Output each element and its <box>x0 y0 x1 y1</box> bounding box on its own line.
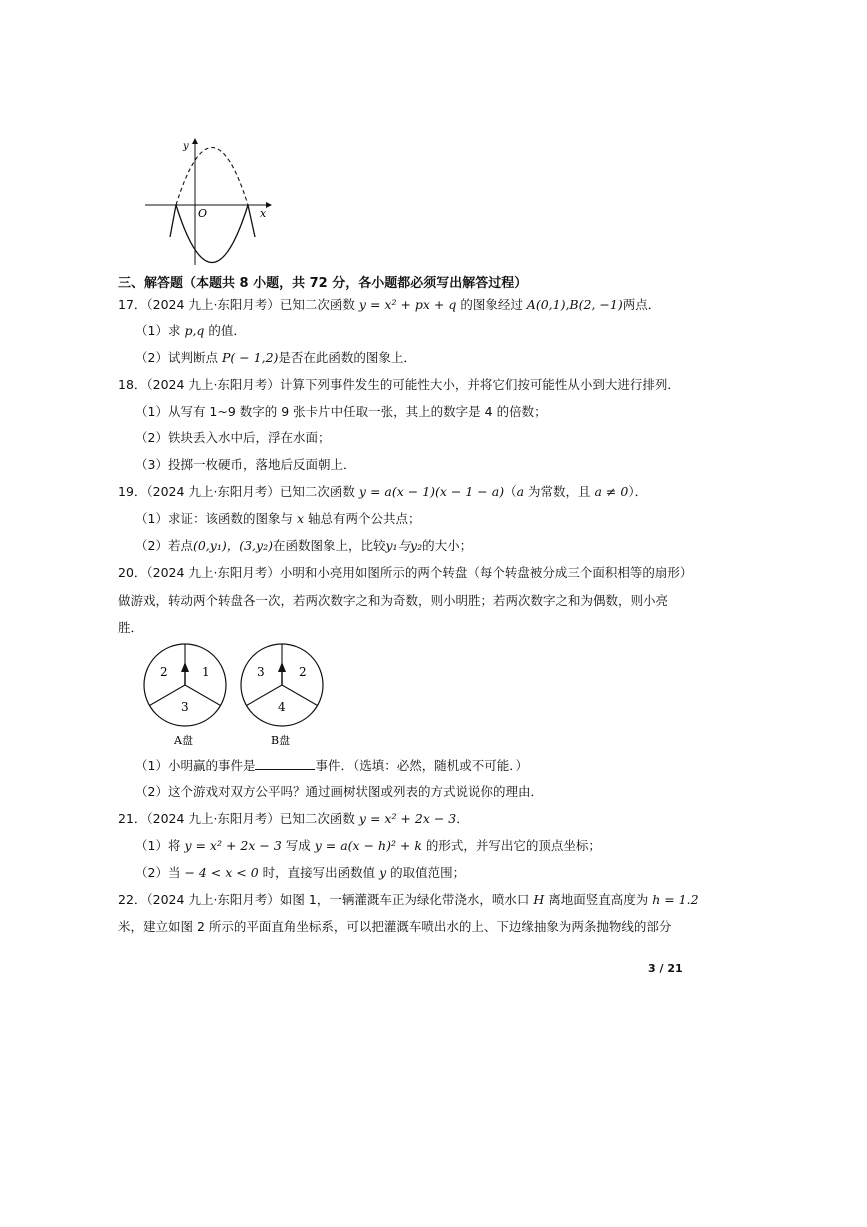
q18-part1: （1）从写有 1~9 数字的 9 张卡片中任取一张，其上的数字是 4 的倍数； <box>135 404 547 419</box>
q18-stem: 18．（2024 九上·东阳月考）计算下列事件发生的可能性大小，并将它们按可能性从小到大进行排列． <box>118 377 680 392</box>
y-axis-arrow <box>192 138 198 144</box>
spinner-a-divider-left <box>150 685 186 706</box>
q18-part3: （3）投掷一枚硬币，落地后反面朝上． <box>135 457 356 472</box>
spinner-a <box>140 640 230 752</box>
q20-part2: （2）这个游戏对双方公平吗？通过画树状图或列表的方式说说你的理由． <box>135 784 543 799</box>
q21-part1: （1）将 y = x² + 2x − 3 写成 y = a(x − h)² + k 的形式，并写出它的顶点坐标； <box>135 838 601 853</box>
q20-part1: （1）小明赢的事件是 事件．（选填：必然，随机或不可能．） <box>135 758 528 773</box>
dashed-parabola <box>176 148 248 206</box>
q19-part1: （1）求证：该函数的图象与 x 轴总有两个公共点； <box>135 511 421 526</box>
q22-line1: 22．（2024 九上·东阳月考）如图 1，一辆灌溉车正为绿化带浇水，喷水口 H 离地面竖直高度为 h = 1.2 <box>118 892 699 907</box>
spinner-a-number-3: 3 <box>181 700 189 714</box>
spinner-b <box>237 640 327 752</box>
spinner-b-number-2: 2 <box>299 665 307 679</box>
spinner-b-number-3: 3 <box>257 665 265 679</box>
solid-parabola <box>176 205 248 263</box>
solid-left-branch <box>170 205 176 237</box>
origin-label: O <box>198 207 208 220</box>
q20-line2: 做游戏，转动两个转盘各一次，若两次数字之和为奇数，则小明胜；若两次数字之和为偶数，则小亮 <box>118 593 669 608</box>
x-axis-label: x <box>260 207 267 220</box>
spinner-b-divider-left <box>247 685 283 706</box>
spinner-a-pointer-head <box>181 662 189 672</box>
parabola-graph <box>140 135 275 270</box>
q21-part2: （2）当 − 4 < x < 0 时，直接写出函数值 y 的取值范围； <box>135 865 466 880</box>
q17-part2: （2）试判断点 P( − 1,2)是否在此函数的图象上． <box>135 350 416 365</box>
spinner-b-pointer-head <box>278 662 286 672</box>
q17-stem: 17．（2024 九上·东阳月考）已知二次函数 y = x² + px + q 的图象经过 A(0,1),B(2, −1)两点． <box>118 297 661 312</box>
section-title: 三、解答题（本题共 8 小题，共 72 分，各小题都必须写出解答过程） <box>118 276 528 291</box>
spinner-b-number-4: 4 <box>278 700 286 714</box>
q22-line2: 米，建立如图 2 所示的平面直角坐标系，可以把灌溉车喷出水的上、下边缘抽象为两条抛物线的部分 <box>118 919 672 934</box>
q21-stem: 21．（2024 九上·东阳月考）已知二次函数 y = x² + 2x − 3． <box>118 811 469 826</box>
solid-right-branch <box>248 205 255 237</box>
q18-part2: （2）铁块丢入水中后，浮在水面； <box>135 430 331 445</box>
spinner-a-divider-right <box>185 685 221 706</box>
spinner-a-caption: A盘 <box>174 734 193 747</box>
q17-part1: （1）求 p,q 的值． <box>135 323 246 338</box>
spinner-b-divider-right <box>282 685 318 706</box>
x-axis-arrow <box>266 202 272 208</box>
q19-stem: 19．（2024 九上·东阳月考）已知二次函数 y = a(x − 1)(x − 1 − a)（a 为常数，且 a ≠ 0）． <box>118 484 648 499</box>
q19-part2: （2）若点(0,y₁)，(3,y₂)在函数图象上，比较y₁与y₂的大小； <box>135 538 473 553</box>
spinner-b-caption: B盘 <box>271 734 291 747</box>
q20-line1: 20．（2024 九上·东阳月考）小明和小亮用如图所示的两个转盘（每个转盘被分成三个面积相等的扇形） <box>118 565 693 580</box>
page-number: 3 / 21 <box>648 962 683 975</box>
answer-blank[interactable] <box>255 757 315 770</box>
spinner-a-number-2: 2 <box>160 665 168 679</box>
q20-line3: 胜． <box>118 620 144 635</box>
y-axis-label: y <box>183 141 189 152</box>
spinner-a-number-1: 1 <box>202 665 210 679</box>
